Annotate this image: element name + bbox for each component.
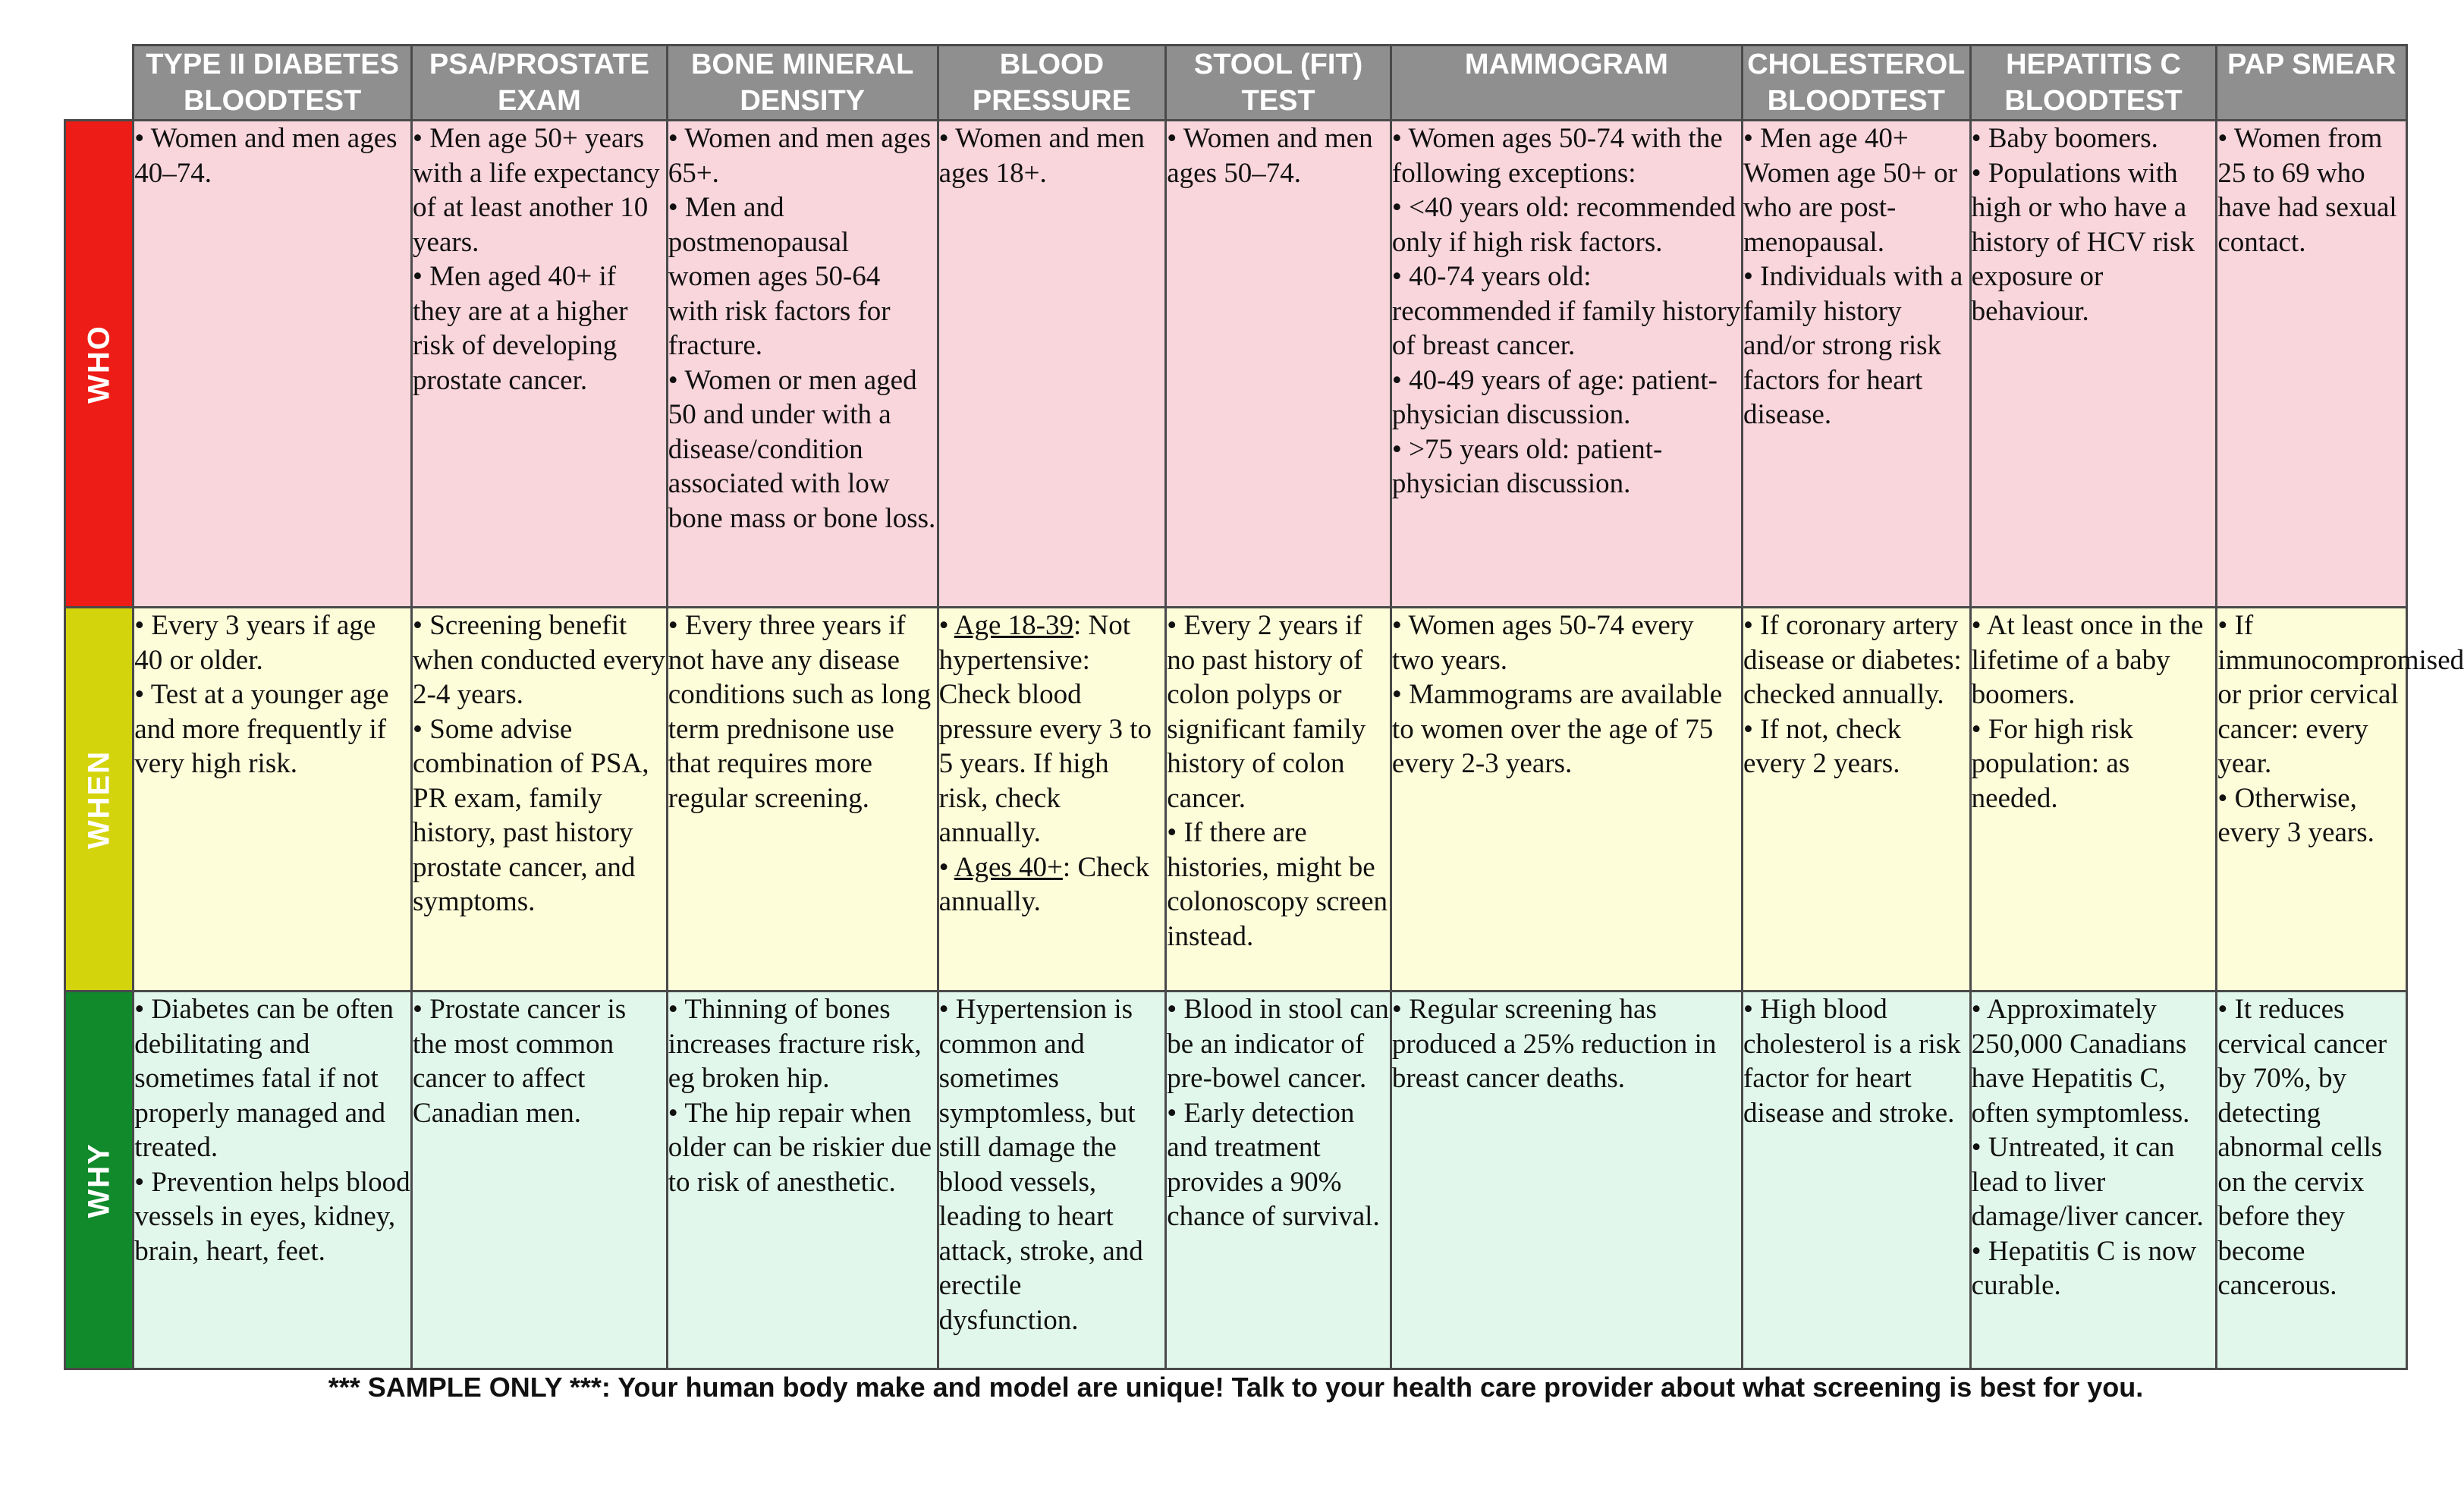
column-header-mammogram: MAMMOGRAM bbox=[1391, 46, 1742, 121]
cell-who-psa bbox=[412, 121, 668, 608]
cell-when-bone-density bbox=[667, 608, 938, 992]
bullet-text: • Baby boomers. bbox=[1971, 123, 2158, 154]
column-header-stool-test: STOOL (FIT) TEST bbox=[1166, 46, 1391, 121]
cell-why-pap-smear bbox=[2217, 992, 2407, 1369]
cell-when-stool-test bbox=[1166, 608, 1391, 992]
cell-who-blood-pressure bbox=[938, 121, 1166, 608]
bullet-text: • Hypertension is common and sometimes symptomless, but still damage the blood vessels, leading to heart attack, stroke, and erectile dysfunction. bbox=[938, 994, 1143, 1336]
cell-why-hepatitis-c bbox=[1970, 992, 2217, 1369]
bullet-text: • Every 2 years if no past history of colon polyps or significant family history of colon cancer. bbox=[1167, 610, 1366, 814]
column-header-hepatitis-c: HEPATITIS C BLOODTEST bbox=[1970, 46, 2217, 121]
bullet-text: • For high risk population: as needed. bbox=[1971, 713, 2134, 814]
cell-when-pap-smear bbox=[2217, 608, 2464, 992]
bullet-text: • Women ages 50-74 with the following exceptions: bbox=[1391, 123, 1723, 189]
bullet-text: • 40-74 years old: recommended if family history of breast cancer. bbox=[1391, 261, 1741, 361]
bullet-text: • Thinning of bones increases fracture risk, eg broken hip. bbox=[668, 994, 922, 1094]
cell-who-hepatitis-c bbox=[1970, 121, 2217, 608]
bullet-text: • Every 3 years if age 40 or older. bbox=[134, 610, 376, 676]
bullet-text: • Mammograms are available to women over the age of 75 every 2-3 years. bbox=[1391, 679, 1723, 779]
bullet-text: • Hepatitis C is now curable. bbox=[1971, 1235, 2197, 1301]
row-label-who: WHO bbox=[65, 121, 134, 608]
column-header-psa: PSA/PROSTATE EXAM bbox=[412, 46, 668, 121]
bullet-text: • Women ages 50-74 every two years. bbox=[1391, 610, 1694, 676]
bullet-text: • Populations with high or who have a history of HCV risk exposure or behaviour. bbox=[1971, 157, 2195, 327]
cell-why-diabetes bbox=[134, 992, 412, 1369]
bullet-text: • Men and postmenopausal women ages 50-64 with risk factors for fracture. bbox=[668, 192, 891, 361]
bullet-text: • Screening benefit when conducted every 2-4 years. bbox=[413, 610, 665, 710]
bullet-text: • Prevention helps blood vessels in eyes, kidney, brain, heart, feet. bbox=[134, 1166, 410, 1267]
bullet-text: • Men aged 40+ if they are at a higher risk of developing prostate cancer. bbox=[413, 261, 628, 396]
bullet-text: • Every three years if not have any disease conditions such as long term prednisone use that requires more regular screening. bbox=[668, 610, 932, 814]
cell-why-bone-density bbox=[667, 992, 938, 1369]
cell-why-psa bbox=[412, 992, 668, 1369]
bullet-text: • Age 18-39: Not hypertensive: Check blood pressure every 3 to 5 years. If high risk, check annually. bbox=[938, 610, 1152, 848]
cell-who-mammogram bbox=[1391, 121, 1742, 608]
cell-when-psa bbox=[412, 608, 668, 992]
bullet-text: • Women and men ages 50–74. bbox=[1167, 123, 1373, 189]
cell-when-hepatitis-c bbox=[1970, 608, 2217, 992]
column-header-blood-pressure: BLOOD PRESSURE bbox=[938, 46, 1166, 121]
bullet-text: • Individuals with a family history and/or strong risk factors for heart disease. bbox=[1743, 261, 1963, 430]
bullet-text: • Ages 40+: Check annually. bbox=[938, 851, 1149, 917]
corner-cell bbox=[65, 46, 134, 121]
bullet-text: • Women and men ages 40–74. bbox=[134, 123, 398, 189]
row-label-when: WHEN bbox=[65, 608, 134, 992]
cell-who-cholesterol bbox=[1742, 121, 1970, 608]
bullet-text: • Otherwise, every 3 years. bbox=[2217, 782, 2374, 848]
bullet-text: • It reduces cervical cancer by 70%, by detecting abnormal cells on the cervix before they become cancerous. bbox=[2217, 994, 2387, 1301]
bullet-text: • If there are histories, might be colonoscopy screen instead. bbox=[1167, 817, 1388, 952]
cell-when-diabetes bbox=[134, 608, 412, 992]
column-header-pap-smear: PAP SMEAR bbox=[2217, 46, 2407, 121]
screening-table bbox=[64, 44, 2464, 1370]
column-header-cholesterol: CHOLESTEROL BLOODTEST bbox=[1742, 46, 1970, 121]
cell-when-mammogram bbox=[1391, 608, 1742, 992]
cell-why-blood-pressure bbox=[938, 992, 1166, 1369]
bullet-text: • The hip repair when older can be riskier due to risk of anesthetic. bbox=[668, 1097, 932, 1198]
bullet-text: • Regular screening has produced a 25% reduction in breast cancer deaths. bbox=[1391, 994, 1717, 1094]
bullet-text: • At least once in the lifetime of a baby boomers. bbox=[1971, 610, 2204, 710]
bullet-text: • Women or men aged 50 and under with a disease/condition associated with low bone mass or bone loss. bbox=[668, 364, 936, 534]
bullet-text: • >75 years old: patient-physician discussion. bbox=[1391, 433, 1663, 499]
cell-why-mammogram bbox=[1391, 992, 1742, 1369]
cell-who-stool-test bbox=[1166, 121, 1391, 608]
row-why bbox=[65, 992, 2407, 1369]
bullet-text: • Women and men ages 65+. bbox=[668, 123, 932, 189]
bullet-text: • Diabetes can be often debilitating and sometimes fatal if not properly managed and treated. bbox=[134, 994, 394, 1163]
row-when bbox=[65, 608, 2407, 992]
bullet-text: • Prostate cancer is the most common cancer to affect Canadian men. bbox=[413, 994, 627, 1129]
bullet-text: • 40-49 years of age: patient-physician discussion. bbox=[1391, 364, 1718, 430]
bullet-text: • Women and men ages 18+. bbox=[938, 123, 1145, 189]
bullet-text: • Men age 40+ Women age 50+ or who are post-menopausal. bbox=[1743, 123, 1957, 258]
bullet-text: • High blood cholesterol is a risk factor for heart disease and stroke. bbox=[1743, 994, 1961, 1129]
bullet-text: • <40 years old: recommended only if high risk factors. bbox=[1391, 192, 1736, 258]
header-row bbox=[65, 46, 2407, 121]
bullet-text: • Men age 50+ years with a life expectancy of at least another 10 years. bbox=[413, 123, 660, 258]
bullet-text: • Untreated, it can lead to liver damage/liver cancer. bbox=[1971, 1132, 2204, 1232]
cell-when-blood-pressure bbox=[938, 608, 1166, 992]
bullet-text: • Early detection and treatment provides a 90% chance of survival. bbox=[1167, 1097, 1380, 1232]
disclaimer-footer: *** SAMPLE ONLY ***: Your human body make and model are unique! Talk to your health care provider about what screening is best for you. bbox=[328, 1372, 2144, 1403]
bullet-text: • If immunocompromised or prior cervical cancer: every year. bbox=[2217, 610, 2464, 779]
column-header-diabetes: TYPE II DIABETES BLOODTEST bbox=[134, 46, 412, 121]
bullet-text: • Some advise combination of PSA, PR exam, family history, past history prostate cancer, and symptoms. bbox=[413, 713, 649, 917]
row-who bbox=[65, 121, 2407, 608]
cell-why-stool-test bbox=[1166, 992, 1391, 1369]
bullet-text: • Approximately 250,000 Canadians have Hepatitis C, often symptomless. bbox=[1971, 994, 2190, 1129]
cell-who-bone-density bbox=[667, 121, 938, 608]
row-label-why: WHY bbox=[65, 992, 134, 1369]
bullet-text: • Women from 25 to 69 who have had sexual contact. bbox=[2217, 123, 2397, 258]
bullet-text: • If coronary artery disease or diabetes: checked annually. bbox=[1743, 610, 1962, 710]
cell-who-diabetes bbox=[134, 121, 412, 608]
cell-why-cholesterol bbox=[1742, 992, 1970, 1369]
bullet-text: • Blood in stool can be an indicator of pre-bowel cancer. bbox=[1167, 994, 1389, 1094]
cell-who-pap-smear bbox=[2217, 121, 2407, 608]
cell-when-cholesterol bbox=[1742, 608, 1970, 992]
column-header-bone-density: BONE MINERAL DENSITY bbox=[667, 46, 938, 121]
bullet-text: • Test at a younger age and more frequently if very high risk. bbox=[134, 679, 389, 779]
bullet-text: • If not, check every 2 years. bbox=[1743, 713, 1902, 779]
